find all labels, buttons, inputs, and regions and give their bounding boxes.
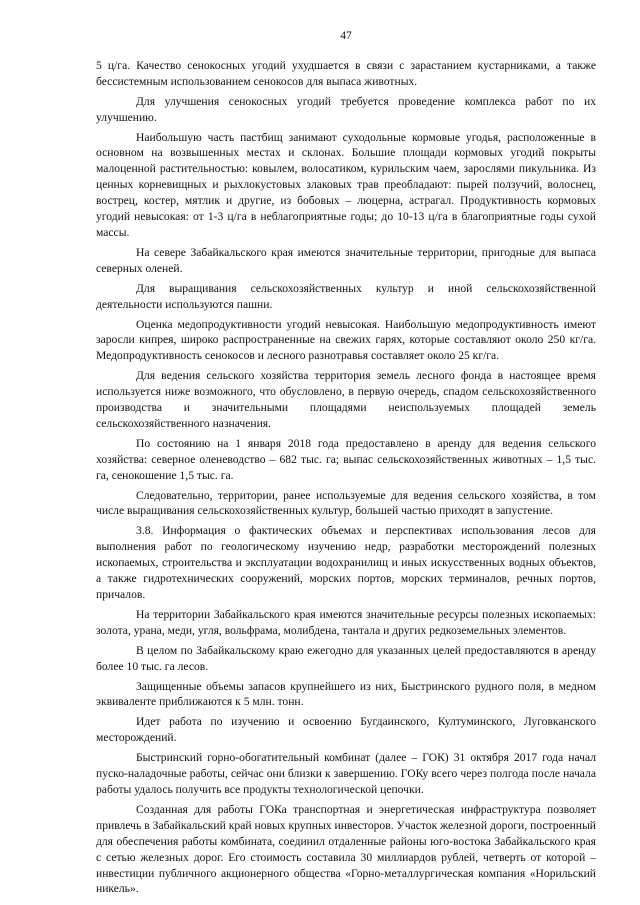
paragraph: На территории Забайкальского края имеются значительные ресурсы полезных ископаемых: золота, урана, меди, угля, вольфрама, молибдена, тантала и других редкоземельных элементов.: [96, 607, 596, 637]
paragraph: На севере Забайкальского края имеются значительные территории, пригодные для выпаса северных оленей.: [96, 245, 596, 275]
paragraph: Следовательно, территории, ранее используемые для ведения сельского хозяйства, в том числе выращивания сельскохозяйственных культур, большей частью приходят в запустение.: [96, 488, 596, 518]
paragraph: Наибольшую часть пастбищ занимают суходольные кормовые угодья, расположенные в основном на возвышенных местах и склонах. Большие площади кормовых угодий покрыты малоценной растительностью: ковылем, волосатиком, курильским чаем, зарослями пикульника. Из ценных корневищных и рыхлокустовых злаковых трав преобладают: пырей ползучий, волоснец, вострец, костер, мятлик и другие, из бобовых – люцерна, астрагал. Продуктивность кормовых угодий невысокая: от 1-3 ц/га в неблагоприятные годы; до 10-13 ц/га в благоприятные годы сухой массы.: [96, 130, 596, 239]
paragraph: Для улучшения сенокосных угодий требуется проведение комплекса работ по их улучшению.: [96, 94, 596, 124]
page-number: 47: [340, 29, 352, 42]
section-heading-paragraph: 3.8. Информация о фактических объемах и перспективах использования лесов для выполнения работ по геологическому изучению недр, разработки месторождений полезных ископаемых, строительства и эксплуатации водохранилищ и иных искусственных водных объектов, а также гидротехнических сооружений, морских портов, морских терминалов, речных портов, причалов.: [96, 524, 596, 601]
paragraph: Быстринский горно-обогатительный комбинат (далее – ГОК) 31 октября 2017 года начал пуско-наладочные работы, сейчас они близки к завершению. ГОКу всего через полгода после начала работы удалось получить все продукты технологической цепочки.: [96, 751, 596, 796]
paragraph: Созданная для работы ГОКа транспортная и энергетическая инфраструктура позволяет привлечь в Забайкальский край новых крупных инвесторов. Участок железной дороги, построенный для обеспечения работы комбината, соединил отдаленные районы юго-востока Забайкальского края с сетью железных дорог. Его стоимость составила 30 миллиардов рублей, четверть от которой – инвестиции публичного акционерного общества «Горно-металлургическая компания «Норильский никель».: [96, 802, 596, 896]
document-page: [96, 28, 596, 901]
paragraph: 5 ц/га. Качество сенокосных угодий ухудшается в связи с зарастанием кустарниками, а также бессистемным использованием сенокосов для выпаса животных.: [96, 58, 596, 88]
paragraph: Идет работа по изучению и освоению Бугдаинского, Култуминского, Луговканского месторождений.: [96, 715, 596, 745]
paragraph: По состоянию на 1 января 2018 года предоставлено в аренду для ведения сельского хозяйства: северное оленеводство – 682 тыс. га; выпас сельскохозяйственных животных – 1,5 тыс. га, сенокошение 1,5 тыс. га.: [96, 436, 596, 482]
paragraph: Защищенные объемы запасов крупнейшего из них, Быстринского рудного поля, в медном эквиваленте приближаются к 5 млн. тонн.: [96, 679, 596, 709]
paragraph: Для выращивания сельскохозяйственных культур и иной сельскохозяйственной деятельности используются пашни.: [96, 281, 596, 311]
paragraph: Оценка медопродуктивности угодий невысокая. Наибольшую медопродуктивность имеют заросли кипрея, широко распространенные на свежих гарях, которые составляют около 250 кг/га. Медопродуктивность сенокосов и лесного разнотравья составляет около 25 кг/га.: [96, 317, 596, 363]
paragraph: В целом по Забайкальскому краю ежегодно для указанных целей предоставляются в аренду более 10 тыс. га лесов.: [96, 643, 596, 673]
paragraph: Для ведения сельского хозяйства территория земель лесного фонда в настоящее время используется ниже возможного, что обусловлено, в первую очередь, спадом сельскохозяйственного производства и значительными площадями неиспользуемых площадей земель сельскохозяйственного назначения.: [96, 369, 596, 430]
